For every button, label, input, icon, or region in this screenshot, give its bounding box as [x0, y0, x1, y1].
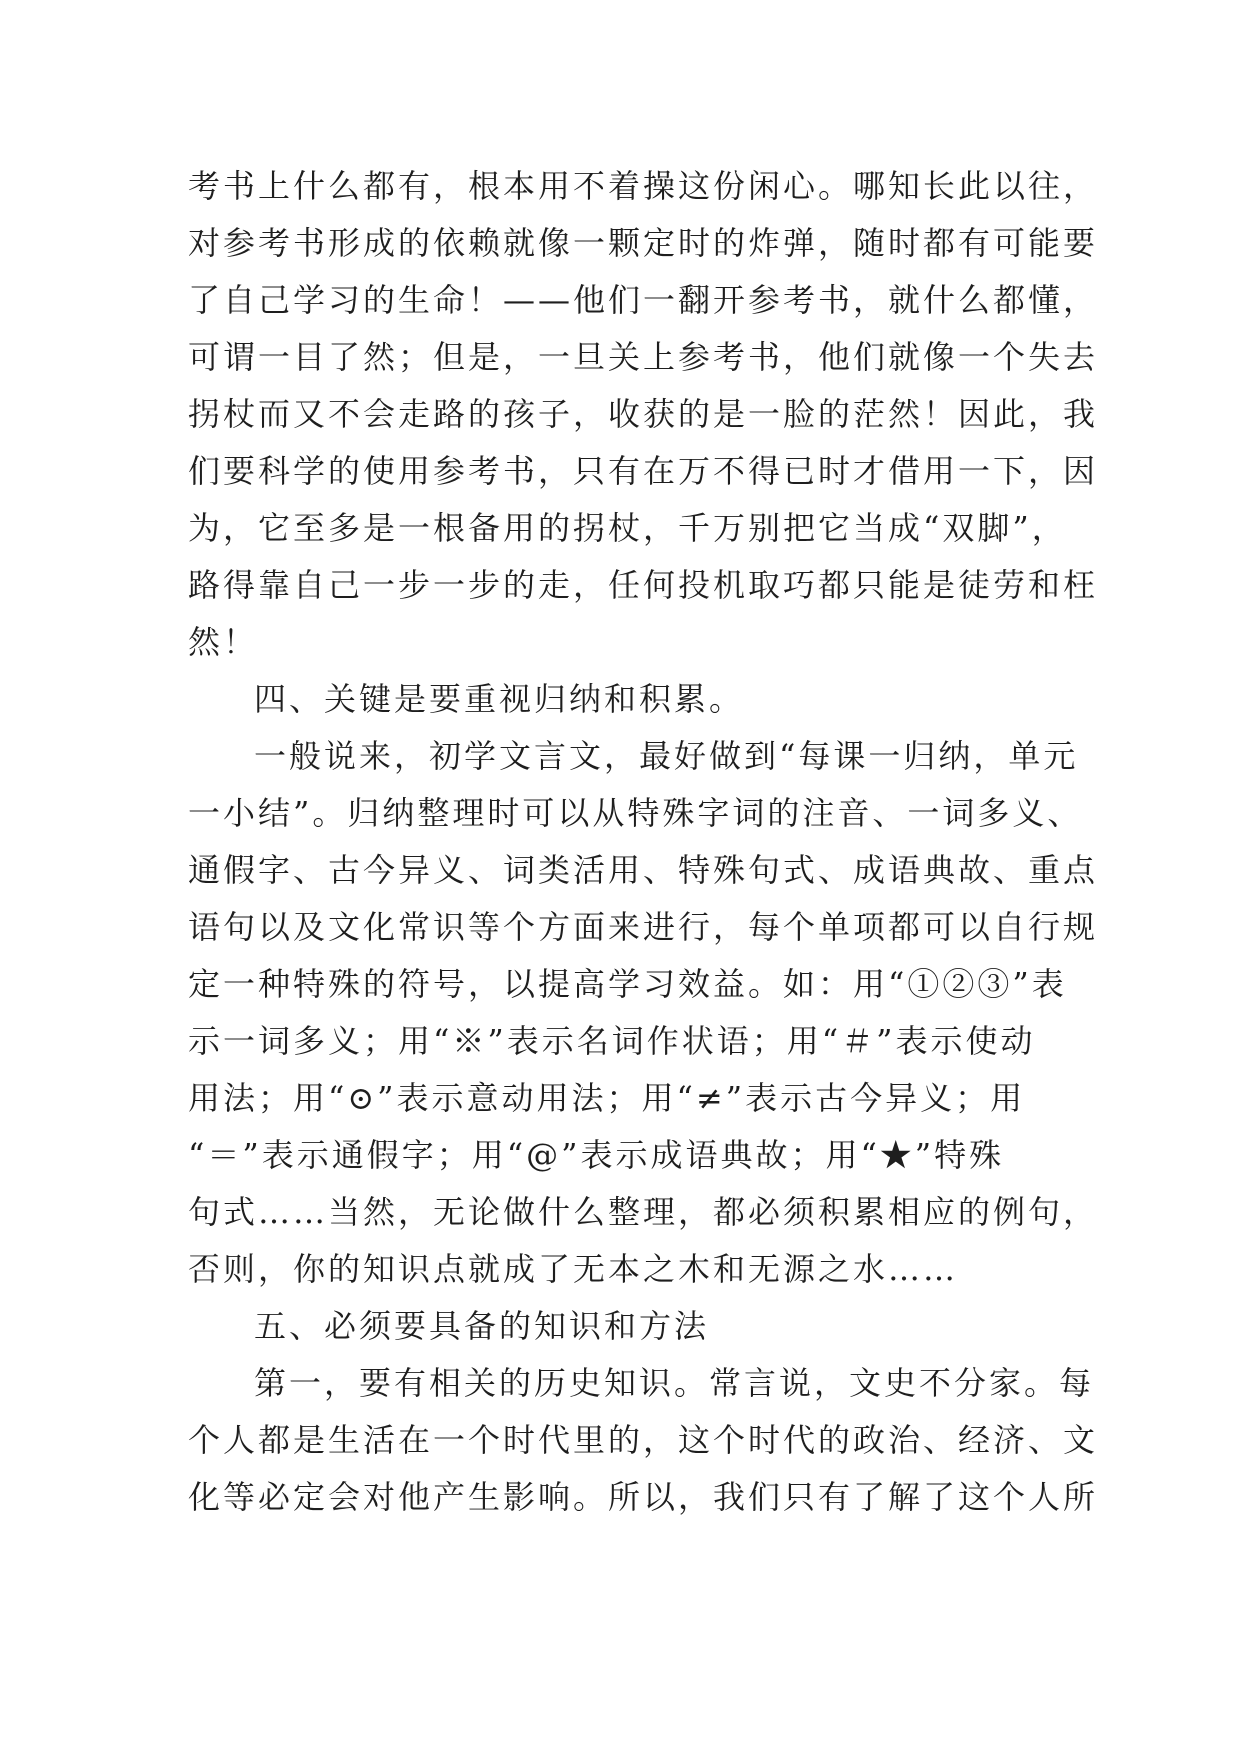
text-line: 定一种特殊的符号，以提高学习效益。如：用“①②③”表 [188, 965, 1067, 1003]
text-line: 们要科学的使用参考书，只有在万不得已时才借用一下，因 [188, 452, 1099, 490]
text-line: 通假字、古今异义、词类活用、特殊句式、成语典故、重点 [188, 851, 1099, 889]
paragraph-start-line: 第一，要有相关的历史知识。常言说，文史不分家。每 [254, 1364, 1095, 1402]
text-line: 了自己学习的生命！——他们一翻开参考书，就什么都懂， [188, 281, 1099, 319]
text-line: 路得靠自己一步一步的走，任何投机取巧都只能是徒劳和枉 [188, 566, 1099, 604]
text-line: 一小结”。归纳整理时可以从特殊字词的注音、一词多义、 [188, 794, 1083, 832]
text-line: 然！ [188, 623, 259, 661]
paragraph-start-line: 一般说来，初学文言文，最好做到“每课一归纳，单元 [254, 737, 1079, 775]
text-line: 化等必定会对他产生影响。所以，我们只有了解了这个人所 [188, 1478, 1099, 1516]
text-line: 考书上什么都有，根本用不着操这份闲心。哪知长此以往， [188, 167, 1099, 205]
section-heading: 五、必须要具备的知识和方法 [254, 1307, 710, 1345]
text-line: 可谓一目了然；但是，一旦关上参考书，他们就像一个失去 [188, 338, 1099, 376]
text-line: “＝”表示通假字；用“@”表示成语典故；用“★”特殊 [188, 1136, 1005, 1174]
text-line: 否则，你的知识点就成了无本之木和无源之水…… [188, 1250, 959, 1288]
text-line: 拐杖而又不会走路的孩子，收获的是一脸的茫然！因此，我 [188, 395, 1099, 433]
text-line: 示一词多义；用“※”表示名词作状语；用“＃”表示使动 [188, 1022, 1036, 1060]
text-line: 句式……当然，无论做什么整理，都必须积累相应的例句， [188, 1193, 1099, 1231]
text-line: 对参考书形成的依赖就像一颗定时的炸弹，随时都有可能要 [188, 224, 1099, 262]
text-line: 语句以及文化常识等个方面来进行，每个单项都可以自行规 [188, 908, 1099, 946]
text-line: 个人都是生活在一个时代里的，这个时代的政治、经济、文 [188, 1421, 1099, 1459]
section-heading: 四、关键是要重视归纳和积累。 [254, 680, 745, 718]
text-line: 用法；用“⊙”表示意动用法；用“≠”表示古今异义；用 [188, 1079, 1026, 1117]
document-body [188, 158, 1099, 1526]
text-line: 为，它至多是一根备用的拐杖，千万别把它当成“双脚”， [188, 509, 1067, 547]
